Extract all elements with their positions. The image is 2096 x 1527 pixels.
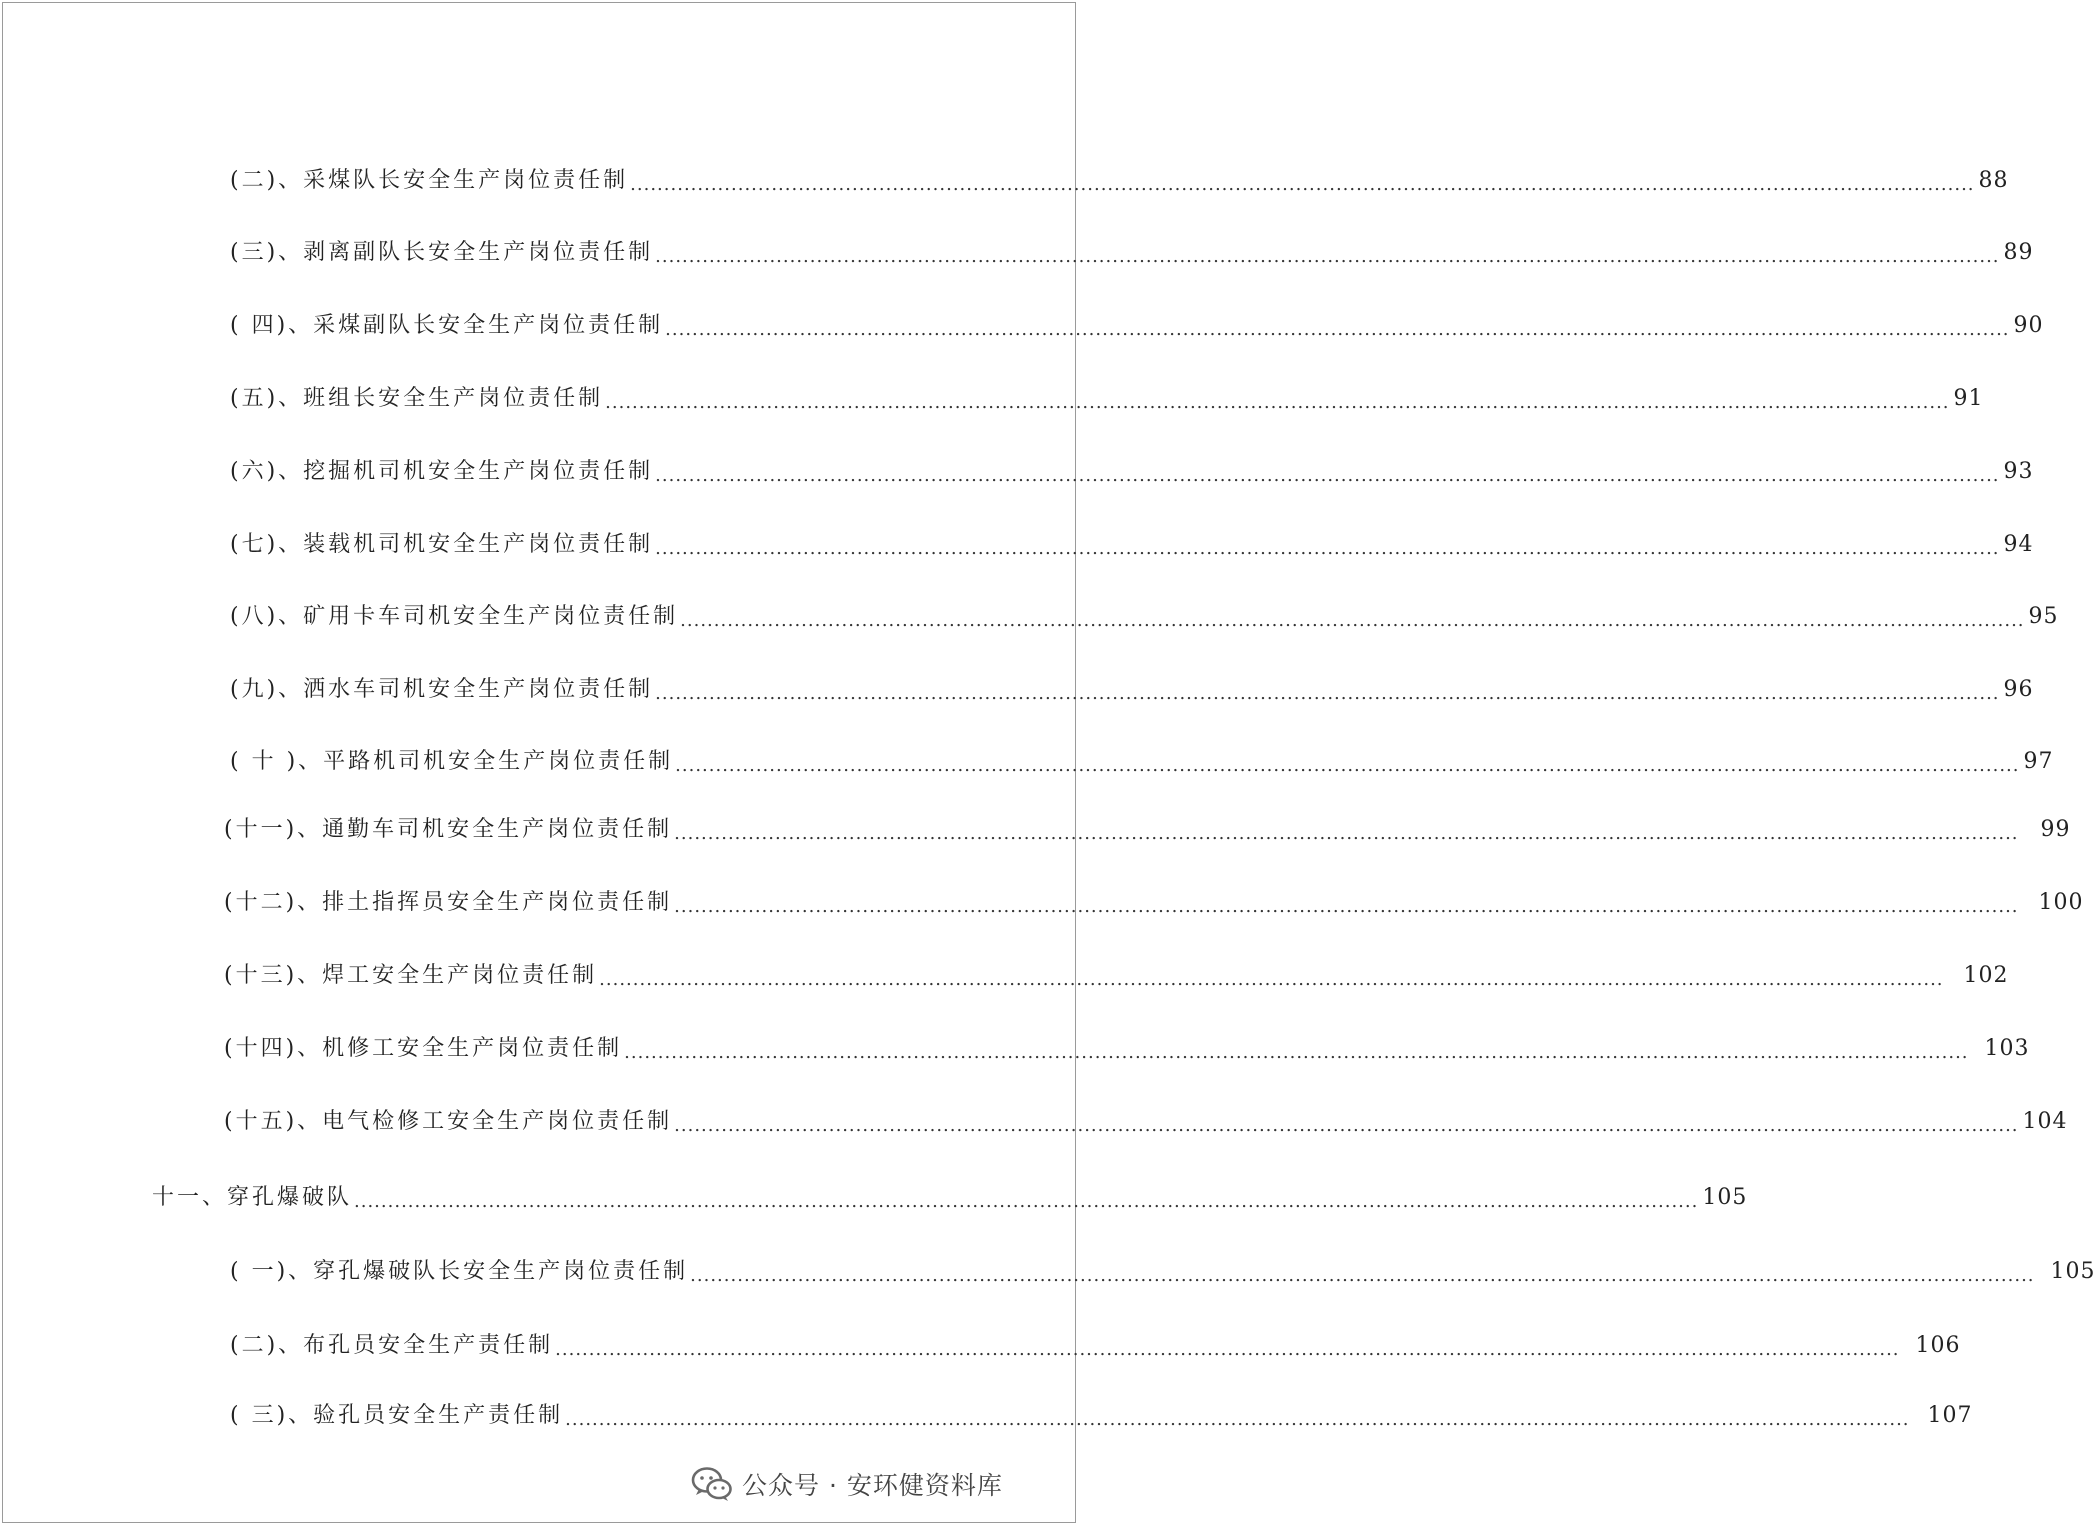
toc-entry-page: 99 (2040, 817, 2071, 842)
watermark-text: 公众号 · 安环健资料库 (742, 1471, 1003, 1500)
toc-entry-page: 91 (1953, 386, 1984, 411)
toc-entry-page: 106 (1915, 1333, 1961, 1358)
watermark (690, 1462, 1003, 1506)
toc-section-title: 十一、穿孔爆破队 (152, 1185, 353, 1210)
toc-entry[interactable] (230, 309, 2044, 343)
toc-leader-dots: ........................................................................................................................................................................................................ (665, 319, 2010, 340)
toc-entry[interactable] (230, 1255, 2096, 1289)
toc-leader-dots: ........................................................................................................................................................................................................ (674, 823, 2019, 844)
toc-entry-title: (十二)、排土指挥员安全生产岗位责任制 (224, 890, 673, 915)
toc-entry-page: 94 (2003, 532, 2034, 557)
toc-entry-title: (八)、矿用卡车司机安全生产岗位责任制 (230, 604, 679, 629)
toc-leader-dots: ........................................................................................................................................................................................................ (599, 969, 1944, 990)
toc-entry-page: 102 (1963, 963, 2009, 988)
toc-entry-title: (十四)、机修工安全生产岗位责任制 (224, 1036, 623, 1061)
toc-leader-dots: ........................................................................................................................................................................................................ (674, 896, 2019, 917)
toc-entry-page: 96 (2003, 677, 2034, 702)
toc-entry-page: 88 (1978, 168, 2009, 193)
toc-entry[interactable] (230, 382, 1984, 416)
toc-entry-title: (十三)、焊工安全生产岗位责任制 (224, 963, 598, 988)
toc-leader-dots: ........................................................................................................................................................................................................ (354, 1191, 1699, 1212)
toc-entry-page: 93 (2003, 459, 2034, 484)
toc-entry[interactable] (224, 813, 2071, 847)
toc-leader-dots: ........................................................................................................................................................................................................ (624, 1042, 1969, 1063)
toc-leader-dots: ........................................................................................................................................................................................................ (655, 683, 2000, 704)
toc-entry[interactable] (230, 236, 2034, 270)
toc-entry-title: (十五)、电气检修工安全生产岗位责任制 (224, 1109, 673, 1134)
toc-entry-title: (六)、挖掘机司机安全生产岗位责任制 (230, 459, 654, 484)
toc-entry-page: 97 (2023, 749, 2054, 774)
toc-entry[interactable] (224, 959, 2009, 993)
toc-entry-page: 105 (2050, 1259, 2096, 1284)
toc-entry[interactable] (224, 886, 2084, 920)
toc-entry-page: 104 (2022, 1109, 2068, 1134)
toc-entry[interactable] (230, 164, 2009, 198)
toc-entry[interactable] (224, 1032, 2030, 1066)
toc-entry-title: ( 四)、采煤副队长安全生产岗位责任制 (230, 313, 664, 338)
toc-leader-dots: ........................................................................................................................................................................................................ (630, 174, 1975, 195)
toc-leader-dots: ........................................................................................................................................................................................................ (674, 1115, 2019, 1136)
toc-entry-page: 95 (2028, 604, 2059, 629)
toc-leader-dots: ........................................................................................................................................................................................................ (655, 538, 2000, 559)
toc-entry-page: 103 (1984, 1036, 2030, 1061)
toc-entry[interactable] (230, 1399, 1973, 1433)
wechat-icon (690, 1464, 734, 1504)
toc-leader-dots: ........................................................................................................................................................................................................ (680, 610, 2025, 631)
toc-leader-dots: ........................................................................................................................................................................................................ (605, 392, 1950, 413)
toc-leader-dots: ........................................................................................................................................................................................................ (655, 465, 2000, 486)
toc-entry-title: (九)、洒水车司机安全生产岗位责任制 (230, 677, 654, 702)
toc-leader-dots: ........................................................................................................................................................................................................ (690, 1265, 2035, 1286)
toc-entry-page: 107 (1927, 1403, 1973, 1428)
toc-leader-dots: ........................................................................................................................................................................................................ (675, 755, 2020, 776)
toc-entry-page: 100 (2038, 890, 2084, 915)
toc-entry-title: ( 一)、穿孔爆破队长安全生产岗位责任制 (230, 1259, 689, 1284)
toc-entry-title: ( 三)、验孔员安全生产责任制 (230, 1403, 564, 1428)
toc-entry-title: ( 十 )、平路机司机安全生产岗位责任制 (230, 749, 674, 774)
toc-leader-dots: ........................................................................................................................................................................................................ (565, 1409, 1910, 1430)
toc-entry-page: 89 (2003, 240, 2034, 265)
toc-entry-title: (十一)、通勤车司机安全生产岗位责任制 (224, 817, 673, 842)
toc-entry[interactable] (230, 528, 2034, 562)
toc-entry[interactable] (230, 455, 2034, 489)
toc-entry-title: (二)、采煤队长安全生产岗位责任制 (230, 168, 629, 193)
toc-entry-title: (三)、剥离副队长安全生产岗位责任制 (230, 240, 654, 265)
toc-entry[interactable] (224, 1105, 2068, 1139)
toc-entry-page: 90 (2013, 313, 2044, 338)
toc-section-page: 105 (1702, 1185, 1748, 1210)
toc-entry[interactable] (230, 673, 2034, 707)
toc-entry-title: (五)、班组长安全生产岗位责任制 (230, 386, 604, 411)
toc-entry-title: (二)、布孔员安全生产责任制 (230, 1333, 554, 1358)
toc-entry-title: (七)、装载机司机安全生产岗位责任制 (230, 532, 654, 557)
toc-section-entry[interactable] (152, 1181, 1748, 1215)
toc-entry[interactable] (230, 745, 2054, 779)
toc-entry[interactable] (230, 600, 2059, 634)
toc-leader-dots: ........................................................................................................................................................................................................ (655, 246, 2000, 267)
toc-leader-dots: ........................................................................................................................................................................................................ (555, 1339, 1900, 1360)
toc-entry[interactable] (230, 1329, 1961, 1363)
